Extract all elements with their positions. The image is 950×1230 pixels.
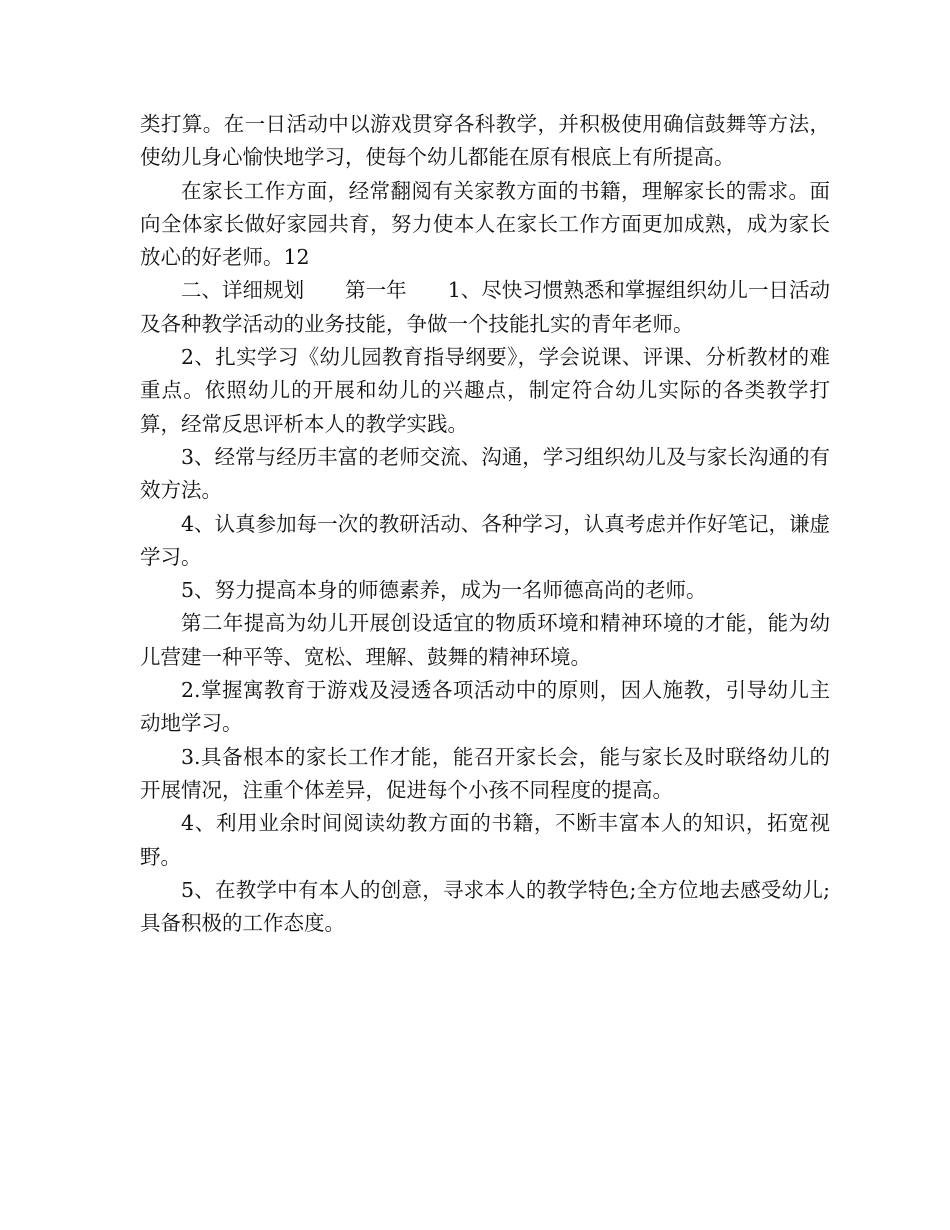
paragraph-parent-work: 在家长工作方面，经常翻阅有关家教方面的书籍，理解家长的需求。面向全体家长做好家园共育，努力使本人在家长工作方面更加成熟，成为家长放心的好老师。12 — [140, 178, 830, 270]
paragraph-continuation: 类打算。在一日活动中以游戏贯穿各科教学，并积极使用确信鼓舞等方法，使幼儿身心愉快地学习，使每个幼儿都能在原有根底上有所提高。 — [140, 112, 830, 170]
paragraph-year-two-item-3: 3.具备根本的家长工作才能，能召开家长会，能与家长及时联络幼儿的开展情况，注重个体差异，促进每个小孩不同程度的提高。 — [140, 744, 830, 802]
paragraph-year-two-item-5: 5、在教学中有本人的创意，寻求本人的教学特色;全方位地去感受幼儿;具备积极的工作态度。 — [140, 877, 830, 936]
paragraph-year-two-item-2: 2.掌握寓教育于游戏及浸透各项活动中的原则，因人施教，引导幼儿主动地学习。 — [140, 678, 830, 736]
paragraph-item-2: 2、扎实学习《幼儿园教育指导纲要》，学会说课、评课、分析教材的难重点。依照幼儿的开展和幼儿的兴趣点，制定符合幼儿实际的各类教学打算，经常反思评析本人的教学实践。 — [140, 345, 830, 436]
paragraph-item-3: 3、经常与经历丰富的老师交流、沟通，学习组织幼儿及与家长沟通的有效方法。 — [140, 444, 830, 503]
paragraph-year-two-item-4: 4、利用业余时间阅读幼教方面的书籍，不断丰富本人的知识，拓宽视野。 — [140, 811, 830, 869]
paragraph-year-two: 第二年提高为幼儿开展创设适宜的物质环境和精神环境的才能，能为幼儿营建一种平等、宽松、理解、鼓舞的精神环境。 — [140, 611, 830, 669]
paragraph-item-5: 5、努力提高本身的师德素养，成为一名师德高尚的老师。 — [181, 578, 707, 603]
document-body — [140, 108, 830, 940]
paragraph-detailed-plan-year-one: 二、详细规划 第一年 1、尽快习惯熟悉和掌握组织幼儿一日活动及各种教学活动的业务技能，争做一个技能扎实的青年老师。 — [140, 278, 830, 336]
paragraph-item-4: 4、认真参加每一次的教研活动、各种学习，认真考虑并作好笔记，谦虚学习。 — [140, 511, 830, 569]
